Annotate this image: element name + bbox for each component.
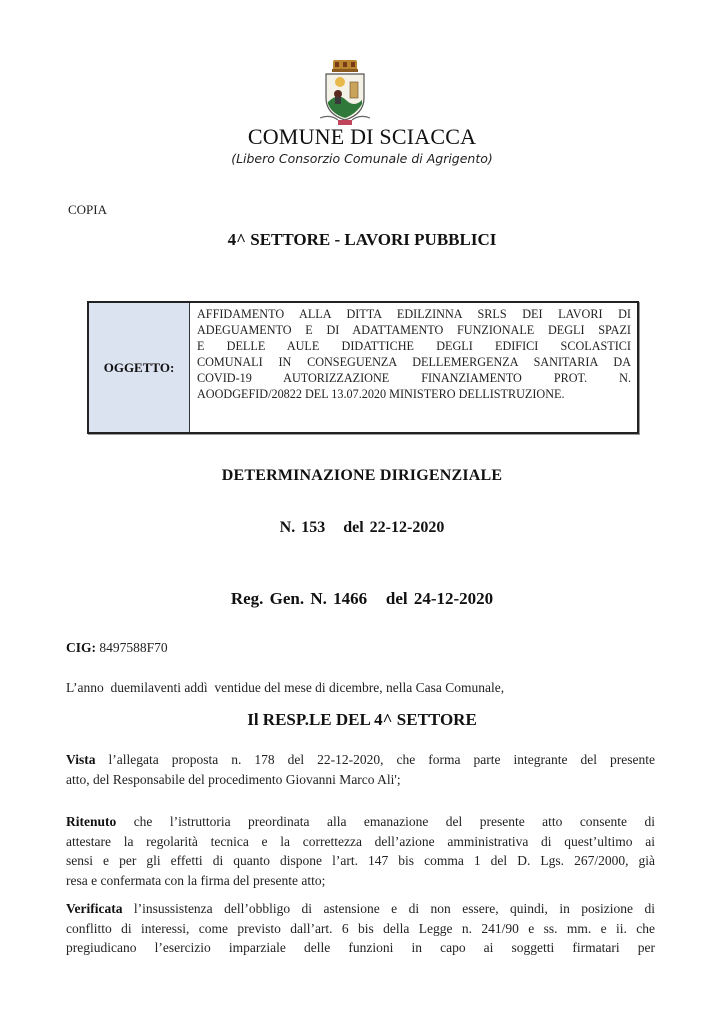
- paragraph-line: atto, del Responsabile del procedimento Giovanni Marco Ali';: [66, 771, 401, 787]
- paragraph-vista: [66, 750, 655, 789]
- copy-label: COPIA: [68, 202, 108, 217]
- paragraph-line: resa e confermata con la firma del presente atto;: [66, 872, 326, 888]
- determination-title: DETERMINAZIONE DIRIGENZIALE: [221, 467, 503, 484]
- paragraph-text: l’allegata proposta n. 178 del 22-12-2020, che forma parte integrante del presente: [95, 752, 655, 767]
- cig-value: 8497588F70: [96, 640, 168, 655]
- subject-table: [87, 301, 639, 434]
- responsible-title: Il RESP.LE DEL 4^ SETTORE: [247, 710, 477, 729]
- determination-number: N. 153 del 22-12-2020: [279, 519, 445, 536]
- subject-label: OGGETTO:: [89, 303, 190, 432]
- paragraph-line: sensi e per gli effetti di quanto dispone l’art. 147 bis comma 1 del D. Lgs. 267/2000, già: [66, 853, 655, 868]
- paragraph-text: l’insussistenza dell’obbligo di astensione e di non essere, quindi, in posizione di: [122, 901, 655, 916]
- paragraph-keyword: Verificata: [66, 901, 123, 916]
- municipality-subtitle: (Libero Consorzio Comunale di Agrigento): [231, 151, 493, 166]
- paragraph-ritenuto: [66, 812, 655, 890]
- subject-line: AOODGEFID/20822 DEL 13.07.2020 MINISTERO DELLISTRUZIONE.: [197, 387, 565, 401]
- subject-text: [190, 303, 637, 432]
- subject-line: AFFIDAMENTO ALLA DITTA EDILZINNA SRLS DEI LAVORI DI: [197, 307, 631, 321]
- subject-line: COMUNALI IN CONSEGUENZA DELLEMERGENZA SANITARIA DA: [197, 355, 631, 369]
- general-register-number: Reg. Gen. N. 1466 del 24-12-2020: [230, 589, 494, 608]
- paragraph-line: [66, 750, 655, 770]
- subject-line: COVID-19 AUTORIZZAZIONE FINANZIAMENTO PROT. N.: [197, 371, 631, 385]
- intro-statement: L’anno duemilaventi addì ventidue del mese di dicembre, nella Casa Comunale,: [66, 680, 505, 695]
- coat-of-arms-icon: [316, 58, 374, 128]
- paragraph-line: pregiudicano l’esercizio imparziale delle funzioni in capo ai soggetti firmatari per: [66, 940, 655, 955]
- cig-label: CIG:: [66, 640, 96, 655]
- sector-title: 4^ SETTORE - LAVORI PUBBLICI: [227, 230, 497, 249]
- paragraph-line: conflitto di interessi, come previsto dall’art. 6 bis della Legge n. 241/90 e ss. mm. e ii. che: [66, 920, 655, 936]
- municipality-title: COMUNE DI SCIACCA: [247, 124, 477, 149]
- subject-line: E DELLE AULE DIDATTICHE DEGLI EDIFICI SCOLASTICI: [197, 339, 631, 353]
- paragraph-text: che l’istruttoria preordinata alla emanazione del presente atto consente di: [116, 814, 655, 829]
- paragraph-line: [66, 812, 655, 832]
- paragraph-line: [66, 899, 655, 919]
- paragraph-line: attestare la regolarità tecnica e la correttezza dell’azione amministrativa di quest’ultimo ai: [66, 833, 655, 849]
- subject-line: ADEGUAMENTO E DI ADATTAMENTO FUNZIONALE DEGLI SPAZI: [197, 323, 631, 337]
- paragraph-verificata: [66, 899, 655, 958]
- paragraph-keyword: Ritenuto: [66, 814, 117, 829]
- cig-code: [66, 640, 168, 656]
- paragraph-keyword: Vista: [66, 752, 96, 767]
